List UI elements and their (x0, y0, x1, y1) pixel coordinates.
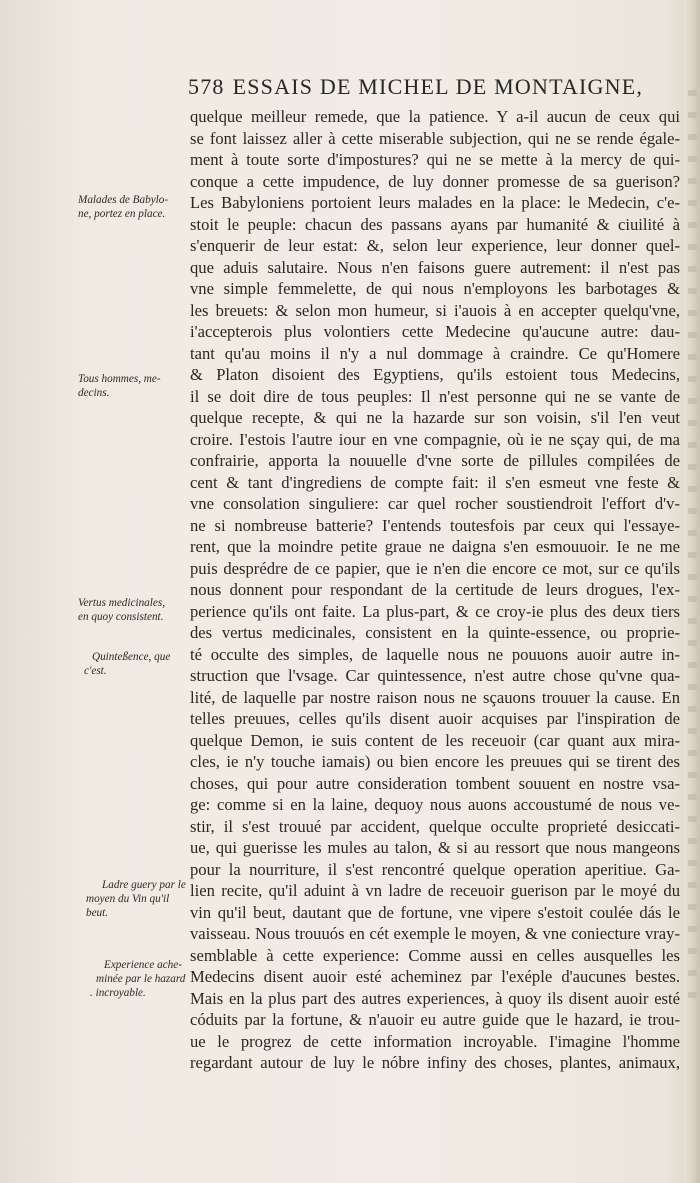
edge-mark (688, 310, 697, 316)
text-line: croire. I'estois l'autre iour en vne compagnie, où ie ne sçay qui, de ma (190, 429, 680, 449)
edge-mark (688, 420, 697, 426)
text-line: il se doit dire de tous peuples: Il n'est personne qui ne se vante de (190, 386, 680, 406)
edge-mark (688, 926, 697, 932)
edge-mark (688, 156, 697, 162)
text-line: Medecins disent auoir esté acheminez par l'exéple d'aucunes bestes. (190, 967, 680, 986)
edge-mark (688, 486, 697, 492)
edge-mark (688, 750, 697, 756)
margin-note-line: Experience ache- (104, 959, 182, 971)
text-line: struction que l'vsage. Car quintessence, n'est autre chose qu'vne qua- (190, 666, 680, 685)
margin-note-line: ne, portez en place. (78, 208, 166, 220)
text-line: i'accepterois plus volontiers cette Medecine qu'aucune autre: dau- (190, 322, 680, 341)
edge-mark (688, 398, 697, 404)
margin-note (84, 650, 207, 678)
text-line: semblable à cette experience: Comme aussi en celles ausquelles les (190, 945, 680, 965)
text-line: quelque meilleur remede, que la patience. Y a-il aucun de ceux qui (190, 107, 680, 126)
text-line: códuits par la fortune, & n'auoir eu autre guide que le hazard, ie trou- (190, 1010, 680, 1029)
running-title: ESSAIS DE MICHEL DE MONTAIGNE, (232, 74, 644, 99)
edge-mark (688, 112, 697, 118)
text-line: lien recite, qu'il aduint à vn ladre de receuoir guerison par le moyé du (190, 881, 680, 900)
main-text (190, 106, 680, 1074)
edge-mark (688, 970, 697, 976)
text-line: vne consolation singuliere: car quel rocher soustiendroit l'effort d'v- (190, 494, 680, 513)
margin-note-line: Quinteßence, que (92, 651, 171, 663)
text-line: rent, que la moindre petite graue ne daigna s'en esmouuoir. Ie ne me (190, 537, 680, 556)
text-line: & Platon disoient des Egyptiens, qu'ils estoient tous Medecins, (190, 365, 680, 384)
edge-mark (688, 266, 697, 272)
margin-note-line: decins. (78, 387, 110, 399)
edge-mark (688, 662, 697, 668)
edge-mark (688, 90, 697, 96)
margin-note (90, 958, 219, 1000)
margin-note-line: c'est. (84, 665, 107, 677)
text-line: ment à toute sorte d'impostures? qui ne se mette à la mercy de qui- (190, 150, 680, 169)
text-line: ue, qui guerisse les mules au talon, & si au ressort que nous mangeons (190, 838, 680, 857)
edge-mark (688, 728, 697, 734)
edge-mark (688, 134, 697, 140)
margin-note (78, 372, 193, 400)
edge-mark (688, 288, 697, 294)
edge-mark (688, 618, 697, 624)
text-line: se font laissez aller à cette miserable subjection, qui ne se rende égale- (190, 128, 680, 148)
text-line: puis desprédre de ce papier, que ie n'en die encore ce mot, sur ce qu'ils (190, 558, 680, 578)
text-line: choses, qui pour autre consideration tombent souuent en nostre vsa- (190, 773, 680, 793)
edge-mark (688, 464, 697, 470)
edge-mark (688, 640, 697, 646)
edge-mark (688, 706, 697, 712)
text-line: cent & tant d'ingrediens de compte fait: il s'en esmeut vne feste & (190, 472, 680, 492)
margin-note-line: . incroyable. (90, 987, 146, 999)
edge-mark (688, 244, 697, 250)
edge-mark (688, 992, 697, 998)
edge-mark (688, 684, 697, 690)
edge-mark (688, 376, 697, 382)
text-line: vaisseau. Nous trouuós en cét exemple le moyen, & vne coniecture vray- (190, 924, 680, 943)
text-line: ge: comme si en la laine, dequoy nous auons accoustumé de nous ve- (190, 795, 680, 814)
text-line: nous donnent pour respondant de la certitude de leurs drogues, l'ex- (190, 580, 680, 599)
edge-mark (688, 200, 697, 206)
margin-note-line: beut. (86, 907, 109, 919)
page-number: 578 (188, 74, 225, 99)
text-line: les breuets: & selon mon humeur, si i'auois à en accepter quelqu'vne, (190, 300, 680, 320)
text-line: cles, ie n'y touche iamais) ou bien encore les preuues qui se tirent des (190, 752, 680, 771)
text-line: confrairie, apporta la nouuelle d'vne sorte de pillules compilées de (190, 451, 680, 470)
margin-note-line: minée par le hazard (96, 973, 186, 985)
text-line: que aduis salutaire. Nous n'en faisons guere autrement: il n'est pas (190, 257, 680, 277)
edge-mark (688, 794, 697, 800)
text-line: stoit le peuple: chacun des passans ayans par humanité & ciuilité à (190, 214, 680, 234)
edge-mark (688, 948, 697, 954)
text-line: telles preuues, celles qu'ils disent auoir acquises par l'inspiration de (190, 709, 680, 728)
text-line: vin qu'il beut, dautant que de fortune, vne vipere s'estoit coulée dás le (190, 902, 680, 922)
edge-mark (688, 552, 697, 558)
margin-note (78, 596, 193, 624)
margin-note-line: moyen du Vin qu'il (86, 893, 170, 905)
text-line: stir, il s'est trouué par accident, quelque occulte proprieté desiccati- (190, 816, 680, 836)
edge-mark (688, 442, 697, 448)
edge-mark (688, 508, 697, 514)
text-line: té occulte des simples, de laquelle nous ne pouuons auoir autre in- (190, 644, 680, 664)
edge-mark (688, 596, 697, 602)
bleed-through-edge (684, 0, 700, 1183)
text-line: des vertus medicinales, consistent en la quinte-essence, ou proprie- (190, 623, 680, 642)
margin-note-line: en quoy consistent. (78, 611, 164, 623)
margin-note-line: Ladre guery par le (102, 879, 186, 891)
text-line: lité, de laquelle par nostre raison nous ne sçauons trouuer la cause. En (190, 687, 680, 707)
text-line: perience qu'ils ont faite. La plus-part, & ce croy-ie plus des deux tiers (190, 601, 680, 621)
edge-mark (688, 860, 697, 866)
margin-note (78, 193, 193, 221)
edge-mark (688, 354, 697, 360)
edge-mark (688, 904, 697, 910)
text-line: tant qu'au moins il n'y a nul dommage à craindre. Ce qu'Homere (190, 343, 680, 363)
text-line: ne si nombreuse batterie? I'entends toutesfois par ceux qui l'essaye- (190, 515, 680, 535)
text-line: Les Babyloniens portoient leurs malades en la place: le Medecin, c'e- (190, 193, 680, 212)
edge-mark (688, 332, 697, 338)
edge-mark (688, 530, 697, 536)
margin-note (86, 878, 217, 920)
margin-note-line: Tous hommes, me- (78, 373, 161, 385)
margin-note-line: Vertus medicinales, (78, 597, 165, 609)
text-line: vne simple femmelette, de qui nous n'employons les barbotages & (190, 279, 680, 298)
text-line: Mais en la plus part des autres experiences, à quoy ils disent auoir esté (190, 988, 680, 1008)
edge-mark (688, 178, 697, 184)
edge-mark (688, 574, 697, 580)
edge-mark (688, 772, 697, 778)
text-line: ue le progrez de cette information incroyable. I'imagine l'homme (190, 1031, 680, 1051)
text-line: quelque Demon, ie suis content de les receuoir (car quant aux mira- (190, 730, 680, 750)
running-header (188, 74, 678, 104)
edge-mark (688, 222, 697, 228)
text-line: conque a cette impudence, de luy donner promesse de sa guerison? (190, 171, 680, 191)
text-line: pour la nourriture, il s'est rencontré quelque operation aperitiue. Ga- (190, 859, 680, 879)
edge-mark (688, 838, 697, 844)
text-line: regardant autour de luy le nóbre infiny des choses, plantes, animaux, (190, 1053, 680, 1072)
text-line: s'enquerir de leur estat: &, selon leur experience, leur donner quel- (190, 236, 680, 255)
edge-mark (688, 816, 697, 822)
margin-note-line: Malades de Babylo- (78, 194, 169, 206)
text-line: quelque recepte, & qui ne la hazarde sur son voisin, s'il l'en veut (190, 408, 680, 427)
edge-mark (688, 882, 697, 888)
